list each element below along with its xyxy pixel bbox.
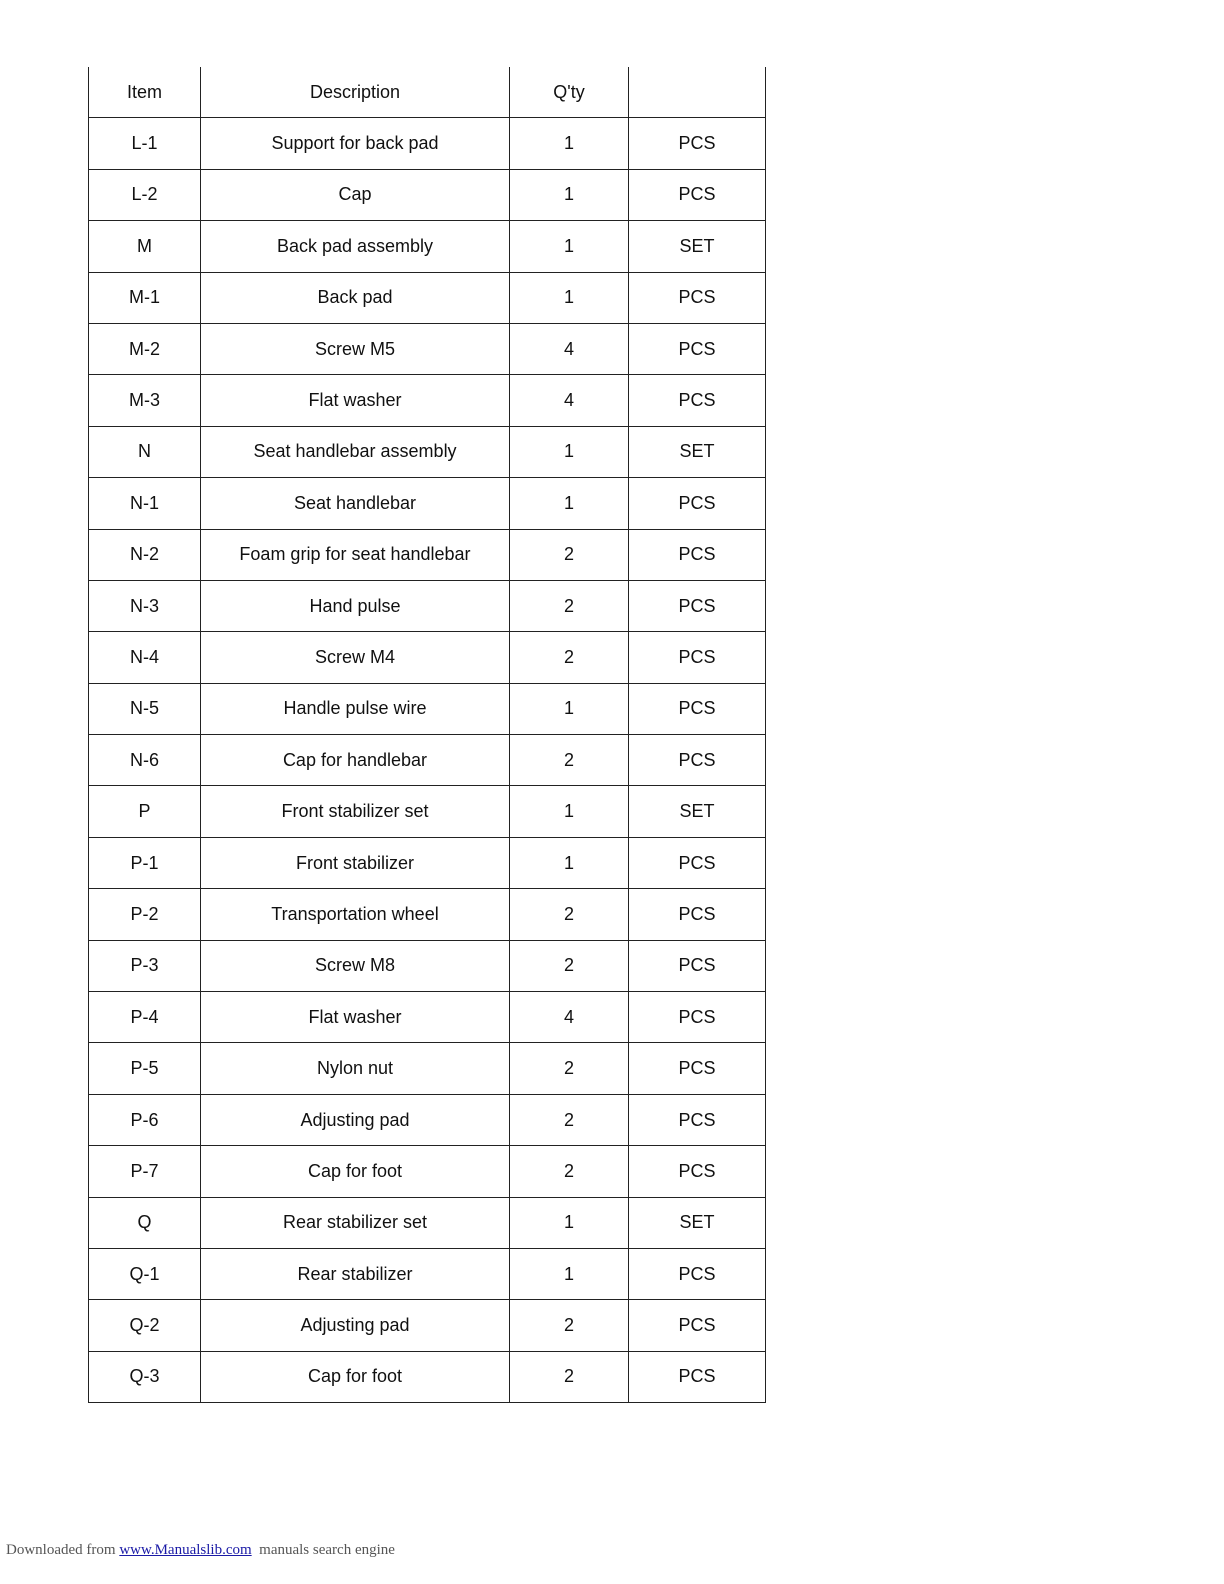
- item-description: Handle pulse wire: [201, 683, 510, 734]
- item-quantity: 2: [510, 1146, 629, 1197]
- item-unit: PCS: [629, 478, 766, 529]
- item-unit: PCS: [629, 1248, 766, 1299]
- item-quantity: 1: [510, 786, 629, 837]
- item-unit: PCS: [629, 118, 766, 169]
- header-description: Description: [201, 67, 510, 118]
- item-unit: PCS: [629, 735, 766, 786]
- table-row: [89, 1248, 766, 1299]
- item-unit: PCS: [629, 940, 766, 991]
- item-quantity: 4: [510, 992, 629, 1043]
- item-quantity: 4: [510, 323, 629, 374]
- item-description: Rear stabilizer set: [201, 1197, 510, 1248]
- item-code: P-6: [89, 1094, 201, 1145]
- table-row: [89, 1351, 766, 1402]
- item-quantity: 1: [510, 169, 629, 220]
- item-unit: SET: [629, 1197, 766, 1248]
- item-quantity: 1: [510, 118, 629, 169]
- item-code: P-4: [89, 992, 201, 1043]
- item-unit: PCS: [629, 1094, 766, 1145]
- table-row: [89, 221, 766, 272]
- item-unit: PCS: [629, 272, 766, 323]
- table-row: [89, 426, 766, 477]
- item-quantity: 1: [510, 837, 629, 888]
- item-description: Screw M4: [201, 632, 510, 683]
- item-unit: SET: [629, 426, 766, 477]
- item-code: P-2: [89, 889, 201, 940]
- item-unit: PCS: [629, 632, 766, 683]
- item-description: Back pad assembly: [201, 221, 510, 272]
- item-code: P-1: [89, 837, 201, 888]
- item-description: Cap for handlebar: [201, 735, 510, 786]
- item-description: Cap for foot: [201, 1146, 510, 1197]
- item-quantity: 1: [510, 1248, 629, 1299]
- table-row: [89, 1300, 766, 1351]
- header-unit: [629, 67, 766, 118]
- table-row: [89, 529, 766, 580]
- item-code: Q-3: [89, 1351, 201, 1402]
- item-description: Front stabilizer set: [201, 786, 510, 837]
- table-row: [89, 169, 766, 220]
- table-row: [89, 889, 766, 940]
- item-quantity: 2: [510, 580, 629, 631]
- table-row: [89, 837, 766, 888]
- item-code: N-3: [89, 580, 201, 631]
- item-quantity: 1: [510, 426, 629, 477]
- item-unit: PCS: [629, 992, 766, 1043]
- item-code: L-1: [89, 118, 201, 169]
- table-row: [89, 735, 766, 786]
- item-unit: PCS: [629, 1300, 766, 1351]
- item-description: Flat washer: [201, 375, 510, 426]
- item-code: N-5: [89, 683, 201, 734]
- table-row: [89, 992, 766, 1043]
- item-unit: PCS: [629, 1043, 766, 1094]
- item-code: P-3: [89, 940, 201, 991]
- manualslib-link[interactable]: www.Manualslib.com: [119, 1542, 252, 1558]
- item-quantity: 1: [510, 1197, 629, 1248]
- item-description: Adjusting pad: [201, 1094, 510, 1145]
- item-code: Q-1: [89, 1248, 201, 1299]
- item-unit: SET: [629, 786, 766, 837]
- item-code: N: [89, 426, 201, 477]
- footer-prefix: Downloaded from: [6, 1542, 116, 1558]
- item-description: Screw M5: [201, 323, 510, 374]
- parts-table-body: [89, 118, 766, 1403]
- item-description: Flat washer: [201, 992, 510, 1043]
- item-code: L-2: [89, 169, 201, 220]
- item-code: P: [89, 786, 201, 837]
- download-footer: [6, 1542, 395, 1559]
- item-code: N-2: [89, 529, 201, 580]
- item-quantity: 2: [510, 1351, 629, 1402]
- item-code: M-1: [89, 272, 201, 323]
- footer-suffix: manuals search engine: [259, 1542, 395, 1558]
- item-description: Front stabilizer: [201, 837, 510, 888]
- parts-list-table: [88, 67, 766, 1403]
- item-description: Support for back pad: [201, 118, 510, 169]
- item-code: M-2: [89, 323, 201, 374]
- item-quantity: 2: [510, 1300, 629, 1351]
- item-quantity: 1: [510, 272, 629, 323]
- table-row: [89, 683, 766, 734]
- item-quantity: 2: [510, 529, 629, 580]
- item-quantity: 1: [510, 221, 629, 272]
- item-description: Seat handlebar: [201, 478, 510, 529]
- item-quantity: 4: [510, 375, 629, 426]
- item-code: N-1: [89, 478, 201, 529]
- item-description: Cap: [201, 169, 510, 220]
- item-quantity: 2: [510, 632, 629, 683]
- item-code: M-3: [89, 375, 201, 426]
- item-code: N-4: [89, 632, 201, 683]
- item-quantity: 2: [510, 1094, 629, 1145]
- item-code: N-6: [89, 735, 201, 786]
- table-row: [89, 1094, 766, 1145]
- header-quantity: Q'ty: [510, 67, 629, 118]
- item-unit: PCS: [629, 323, 766, 374]
- item-unit: PCS: [629, 889, 766, 940]
- item-unit: PCS: [629, 580, 766, 631]
- table-row: [89, 580, 766, 631]
- table-row: [89, 940, 766, 991]
- table-row: [89, 1197, 766, 1248]
- table-header-row: [89, 67, 766, 118]
- table-row: [89, 786, 766, 837]
- item-description: Adjusting pad: [201, 1300, 510, 1351]
- item-quantity: 2: [510, 1043, 629, 1094]
- item-description: Back pad: [201, 272, 510, 323]
- item-quantity: 1: [510, 683, 629, 734]
- item-unit: PCS: [629, 375, 766, 426]
- table-row: [89, 1043, 766, 1094]
- item-unit: PCS: [629, 683, 766, 734]
- item-unit: PCS: [629, 1351, 766, 1402]
- item-unit: SET: [629, 221, 766, 272]
- table-row: [89, 632, 766, 683]
- item-code: Q: [89, 1197, 201, 1248]
- item-description: Cap for foot: [201, 1351, 510, 1402]
- table-row: [89, 118, 766, 169]
- table-row: [89, 478, 766, 529]
- item-description: Seat handlebar assembly: [201, 426, 510, 477]
- table-row: [89, 323, 766, 374]
- item-unit: PCS: [629, 529, 766, 580]
- item-description: Hand pulse: [201, 580, 510, 631]
- item-unit: PCS: [629, 837, 766, 888]
- item-code: P-5: [89, 1043, 201, 1094]
- item-description: Transportation wheel: [201, 889, 510, 940]
- item-description: Screw M8: [201, 940, 510, 991]
- item-quantity: 2: [510, 889, 629, 940]
- item-description: Foam grip for seat handlebar: [201, 529, 510, 580]
- table-row: [89, 1146, 766, 1197]
- item-quantity: 1: [510, 478, 629, 529]
- item-unit: PCS: [629, 169, 766, 220]
- item-quantity: 2: [510, 940, 629, 991]
- item-code: P-7: [89, 1146, 201, 1197]
- item-description: Rear stabilizer: [201, 1248, 510, 1299]
- table-row: [89, 375, 766, 426]
- item-unit: PCS: [629, 1146, 766, 1197]
- item-quantity: 2: [510, 735, 629, 786]
- item-description: Nylon nut: [201, 1043, 510, 1094]
- header-item: Item: [89, 67, 201, 118]
- table-row: [89, 272, 766, 323]
- item-code: M: [89, 221, 201, 272]
- item-code: Q-2: [89, 1300, 201, 1351]
